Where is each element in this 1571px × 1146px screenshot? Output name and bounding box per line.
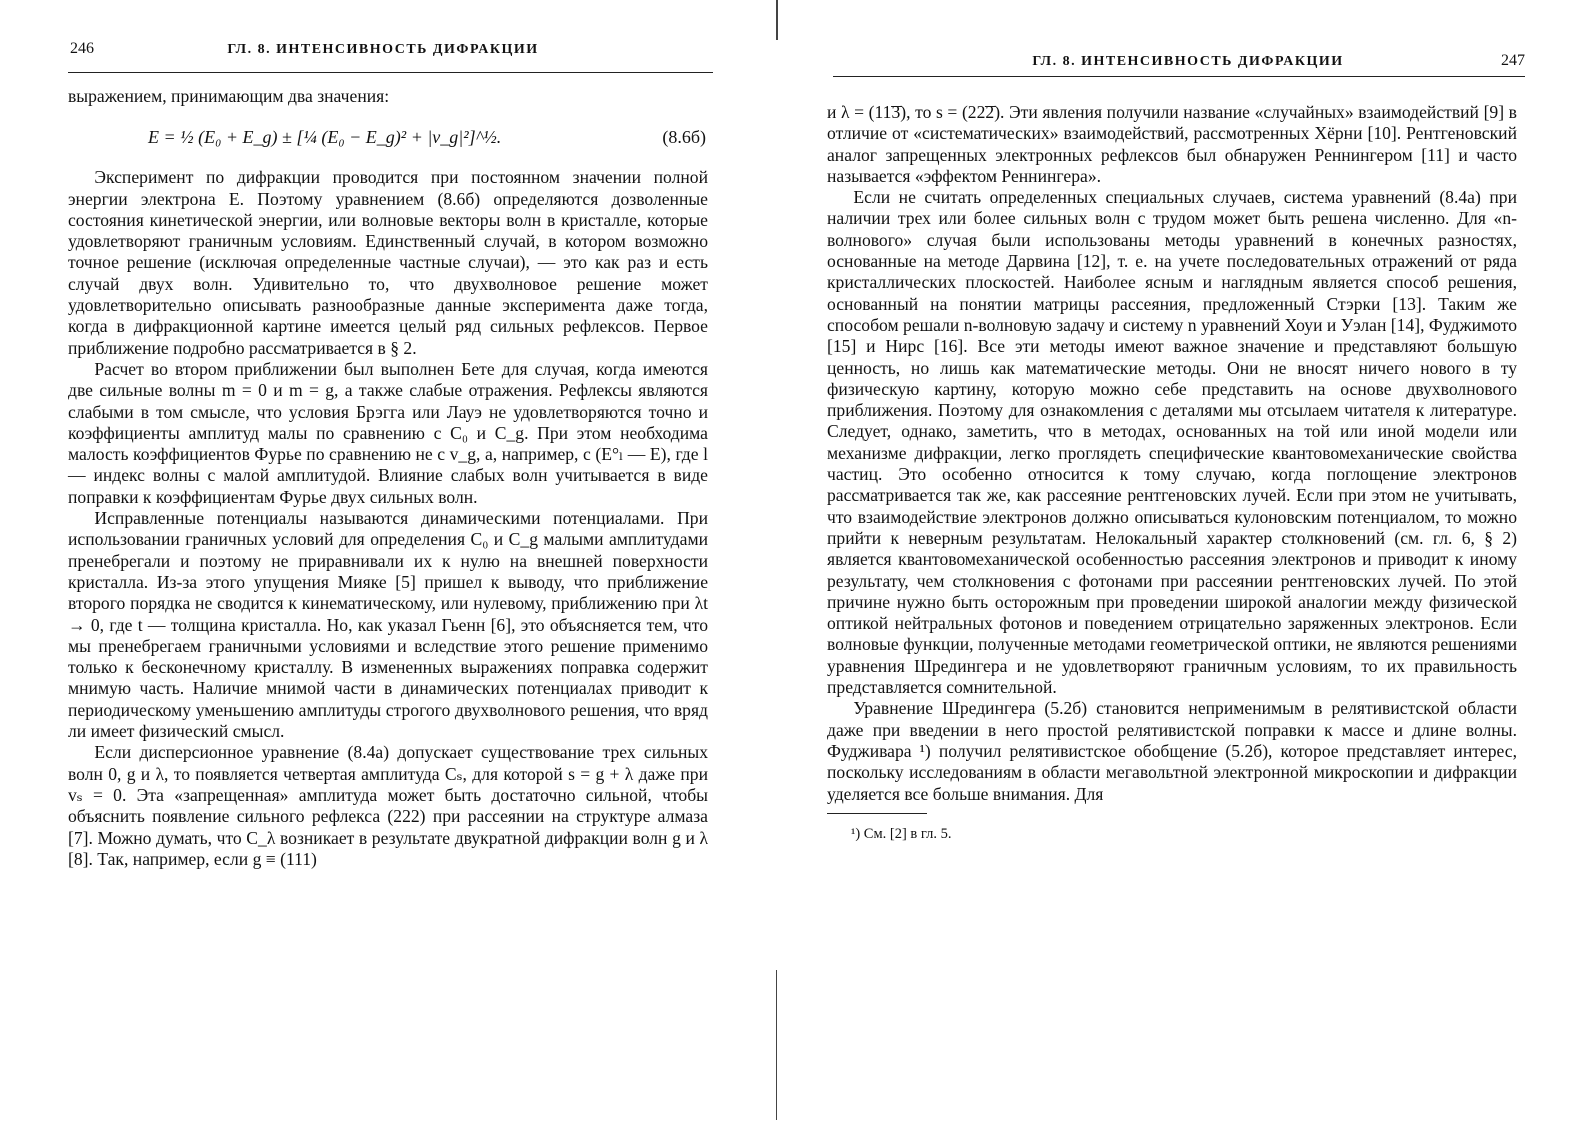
- page-number: 246: [70, 40, 94, 57]
- right-page: [780, 0, 1571, 1146]
- paragraph: Эксперимент по дифракции проводится при постоянном значении полной энергии электрона E. Поэтому уравнением (8.6б) определяются дозволенные состояния кинетической энергии, или волновые векторы волн в кристалле, которые удовлетворяют граничным условиям. Единственный случай, в котором возможно точное решение (исключая определенные частные случаи), — это как раз и есть случай двух волн. Удивительно то, что двухволновое решение может удовлетворительно описывать разнообразные данные эксперимента даже тогда, когда в дифракционной картине имеется целый ряд сильных рефлексов. Первое приближение подробно рассматривается в § 2.: [68, 167, 708, 358]
- header-rule: [68, 72, 713, 73]
- paragraph: Исправленные потенциалы называются динамическими потенциалами. При использовании граничных условий для определения C₀ и C_g малыми амплитудами пренебрегали и поэтому не приравнивали их к нулю на внешней поверхности кристалла. Из-за этого упущения Мияке [5] пришел к выводу, что приближение второго порядка не сводится к кинематическому, или нулевому, приближению при λt → 0, где t — толщина кристалла. Но, как указал Гьенн [6], это объясняется тем, что мы пренебрегаем граничными условиями и вследствие этого решение применимо только к бесконечному кристаллу. В измененных выражениях поправка содержит мнимую часть. Наличие мнимой части в динамических потенциалах приводит к периодическому уменьшению амплитуды строгого двухволнового решения, что вряд ли имеет физический смысл.: [68, 508, 708, 742]
- header-rule: [833, 76, 1525, 77]
- left-page: [0, 0, 760, 1146]
- footnote: ¹) См. [2] в гл. 5.: [851, 825, 952, 842]
- page-number: 247: [1501, 52, 1525, 69]
- gutter-mark-top: [776, 0, 778, 40]
- formula: [68, 117, 708, 157]
- gutter-mark-bottom: [776, 970, 777, 1120]
- paragraph: Расчет во втором приближении был выполнен Бете для случая, когда имеются две сильные волны m = 0 и m = g, а также слабые отражения. Рефлексы являются слабыми в том смысле, что условия Брэгга или Лауэ не удовлетворяются точно и коэффициенты амплитуд малы по сравнению с C₀ и C_g. При этом необходима малость коэффициентов Фурье по сравнению не с v_g, а, например, с (E°ₗ — E), где l — индекс волны с малой амплитудой. Влияние слабых волн учитывается в виде поправки к коэффициентам Фурье двух сильных волн.: [68, 358, 708, 507]
- footnote-rule: [827, 813, 927, 814]
- page-body: [827, 102, 1517, 845]
- paragraph: Если дисперсионное уравнение (8.4а) допускает существование трех сильных волн 0, g и λ, то появляется четвертая амплитуда Cₛ, для которой s = g + λ даже при vₛ = 0. Эта «запрещенная» амплитуда может быть достаточно сильной, чтобы объяснить появление сильного рефлекса (222) при рассеянии на структуре алмаза [7]. Можно думать, что C_λ возникает в результате двукратной дифракции волн g и λ [8]. Так, например, если g ≡ (111): [68, 742, 708, 869]
- running-head: [835, 52, 1525, 70]
- formula-expression: E = ½ (E₀ + E_g) ± [¼ (E₀ − E_g)² + |v_g|²]^½.: [148, 126, 502, 147]
- intro-line: выражением, принимающим два значения:: [68, 86, 390, 106]
- paragraph: Если не считать определенных специальных случаев, система уравнений (8.4а) при наличии трех или более сильных волн с трудом может быть решена численно. Для «n-волнового» случая были использованы методы уравнений в конечных разностях, основанные на методе Дарвина [12], т. е. на учете последовательных отражений от ряда кристаллических плоскостей. Наиболее ясным и наглядным является способ решения, основанный на понятии матрицы рассеяния, предложенный Стэрки [13]. Таким же способом решали n-волновую задачу и систему n уравнений Хоуи и Уэлан [14], Фуджимото [15] и Нирс [16]. Все эти методы имеют важное значение и представляют большую ценность, но лишь как математические методы. Они не вносят ничего нового в ту физическую картину, которую можно себе представить на основе двухволнового приближения. Поэтому для ознакомления с деталями мы отсылаем читателя к литературе. Следует, однако, заметить, что в методах, основанных на той или иной модели или механизме дифракции, легко проглядеть специфические квантовомеханические свойства частиц. Это особенно относится к тому случаю, когда поглощение электронов рассматривается так же, как рассеяние рентгеновских лучей. Если при этом не учитывать, что взаимодействие электронов должно описываться кулоновским потенциалом, то можно прийти к неверным результатам. Нелокальный характер столкновений (см. гл. 6, § 2) является квантовомеханической особенностью рассеяния электронов и приводит к иному результату, чем столкновения с фотонами при рассеянии рентгеновских лучей. По этой причине нужно быть осторожным при проведении широкой аналогии между физической оптикой нейтральных фотонов и поведением отрицательно заряженных электронов. Если волновые функции, полученные методами геометрической оптики, не являются решениями уравнения Шредингера и не удовлетворяют граничным условиям, то их правильность представляется сомнительной.: [827, 187, 1517, 698]
- paragraph: Уравнение Шредингера (5.2б) становится неприменимым в релятивистской области даже при введении в него простой релятивистской поправки к массе и длине волны. Фудживара ¹) получил релятивистское обобщение (5.2б), которое представляет интерес, поскольку исследованиям в области мегавольтной электронной микроскопии и дифракции уделяется все больше внимания. Для: [827, 698, 1517, 804]
- chapter-title: ГЛ. 8. ИНТЕНСИВНОСТЬ ДИФРАКЦИИ: [227, 42, 539, 57]
- paragraph: и λ = (11͞3), то s = (22͞2). Эти явления получили название «случайных» взаимодействий [9] в отличие от «систематических» взаимодействий, рассмотренных Хёрни [10]. Рентгеновский аналог запрещенных электронных рефлексов был обнаружен Реннингером [11] и часто называется «эффектом Реннингера».: [827, 102, 1517, 186]
- formula-number: (8.6б): [662, 126, 706, 147]
- page-body: [68, 86, 708, 870]
- chapter-title: ГЛ. 8. ИНТЕНСИВНОСТЬ ДИФРАКЦИИ: [1032, 54, 1344, 69]
- running-head: [70, 40, 712, 58]
